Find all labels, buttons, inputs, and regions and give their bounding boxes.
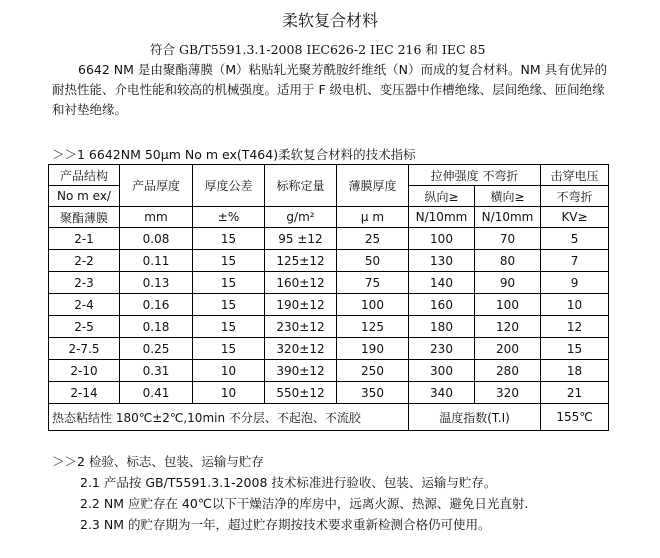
cell-breakdown: 10	[541, 294, 609, 316]
header-weight: 标称定量	[265, 165, 337, 207]
cell-thickness: 0.18	[120, 316, 193, 338]
cell-breakdown: 18	[541, 360, 609, 382]
header-film: 薄膜厚度	[337, 165, 409, 207]
document-title: 柔软复合材料	[281, 11, 378, 30]
cell-thickness: 0.31	[120, 360, 193, 382]
header-tolerance: 厚度公差	[193, 165, 265, 207]
cell-md: 130	[409, 250, 475, 272]
cell-weight: 190±12	[265, 294, 337, 316]
cell-cd: 100	[475, 294, 541, 316]
cell-md: 340	[409, 382, 475, 404]
cell-film: 75	[337, 272, 409, 294]
cell-cd: 90	[475, 272, 541, 294]
unit-md: N/10mm	[409, 207, 475, 228]
cell-thickness: 0.13	[120, 272, 193, 294]
cell-breakdown: 12	[541, 316, 609, 338]
cell-md: 140	[409, 272, 475, 294]
cell-structure: 2-14	[49, 382, 120, 404]
cell-tolerance: 15	[193, 250, 265, 272]
list-item: 2.2 NM 应贮存在 40℃以下干燥洁净的库房中，远离火源、热源、避免日光直射.	[80, 496, 529, 511]
table-row	[49, 316, 609, 338]
table-row	[49, 360, 609, 382]
cell-structure: 2-7.5	[49, 338, 120, 360]
standards-line: 符合 GB/T5591.3.1-2008 IEC626-2 IEC 216 和 IEC 85	[150, 42, 486, 57]
cell-structure: 2-10	[49, 360, 120, 382]
cell-weight: 320±12	[265, 338, 337, 360]
cell-thickness: 0.25	[120, 338, 193, 360]
header-nomex: No m ex/	[49, 186, 120, 207]
cell-cd: 120	[475, 316, 541, 338]
cell-breakdown: 5	[541, 228, 609, 250]
list-item: 2.3 NM 的贮存期为一年，超过贮存期按技术要求重新检测合格仍可使用。	[80, 517, 491, 532]
cell-structure: 2-2	[49, 250, 120, 272]
unit-tolerance: ±%	[193, 207, 265, 228]
table-row	[49, 382, 609, 404]
cell-breakdown: 21	[541, 382, 609, 404]
cell-structure: 2-3	[49, 272, 120, 294]
cell-film: 190	[337, 338, 409, 360]
cell-tolerance: 10	[193, 382, 265, 404]
cell-tolerance: 15	[193, 294, 265, 316]
cell-tolerance: 15	[193, 272, 265, 294]
cell-md: 300	[409, 360, 475, 382]
cell-structure: 2-4	[49, 294, 120, 316]
list-item: 2.1 产品按 GB/T5591.3.1-2008 技术标准进行验收、包装、运输与贮存。	[80, 475, 497, 490]
header-thickness: 产品厚度	[120, 165, 193, 207]
temperature-index-value: 155℃	[541, 404, 609, 431]
cell-cd: 280	[475, 360, 541, 382]
cell-tolerance: 15	[193, 228, 265, 250]
temperature-index-label: 温度指数(T.I)	[409, 404, 541, 431]
cell-thickness: 0.11	[120, 250, 193, 272]
unit-weight: g/m²	[265, 207, 337, 228]
cell-breakdown: 9	[541, 272, 609, 294]
unit-breakdown: KV≥	[541, 207, 609, 228]
hot-bonding-note: 热态粘结性 180℃±2℃,10min 不分层、不起泡、不流胶	[49, 404, 409, 431]
cell-breakdown: 7	[541, 250, 609, 272]
cell-tolerance: 10	[193, 360, 265, 382]
cell-thickness: 0.41	[120, 382, 193, 404]
table-row	[49, 294, 609, 316]
cell-weight: 390±12	[265, 360, 337, 382]
cell-film: 350	[337, 382, 409, 404]
cell-tolerance: 15	[193, 338, 265, 360]
cell-md: 100	[409, 228, 475, 250]
table-header-row	[49, 165, 609, 186]
table-row	[49, 250, 609, 272]
cell-film: 125	[337, 316, 409, 338]
cell-weight: 95 ±12	[265, 228, 337, 250]
section-2-heading: ＞＞2 检验、标志、包装、运输与贮存	[52, 454, 264, 469]
table-row	[49, 272, 609, 294]
cell-film: 25	[337, 228, 409, 250]
unit-thickness: mm	[120, 207, 193, 228]
cell-tolerance: 15	[193, 316, 265, 338]
table-footer-row	[49, 404, 609, 431]
table-units-row	[49, 207, 609, 228]
cell-cd: 320	[475, 382, 541, 404]
cell-film: 100	[337, 294, 409, 316]
cell-weight: 125±12	[265, 250, 337, 272]
cell-md: 160	[409, 294, 475, 316]
cell-md: 230	[409, 338, 475, 360]
cell-weight: 230±12	[265, 316, 337, 338]
cell-weight: 160±12	[265, 272, 337, 294]
cell-film: 250	[337, 360, 409, 382]
header-breakdown: 击穿电压	[541, 165, 609, 186]
cell-thickness: 0.08	[120, 228, 193, 250]
cell-film: 50	[337, 250, 409, 272]
unit-film: μ m	[337, 207, 409, 228]
header-polyester: 聚酯薄膜	[49, 207, 120, 228]
cell-structure: 2-5	[49, 316, 120, 338]
cell-structure: 2-1	[49, 228, 120, 250]
cell-cd: 80	[475, 250, 541, 272]
cell-cd: 200	[475, 338, 541, 360]
unit-cd: N/10mm	[475, 207, 541, 228]
cell-cd: 70	[475, 228, 541, 250]
table-row	[49, 338, 609, 360]
section-1-heading: ＞＞1 6642NM 50μm No m ex(T464)柔软复合材料的技术指标	[52, 147, 416, 162]
cell-thickness: 0.16	[120, 294, 193, 316]
product-description: 6642 NM 是由聚酯薄膜（M）粘贴轧光聚芳酰胺纤维纸（N）而成的复合材料。NM 具有优异的耐热性能、介电性能和较高的机械强度。适用于 F 级电机、变压器中作槽绝缘、层间绝缘、匝间绝缘和衬垫绝缘。	[52, 62, 608, 117]
header-structure: 产品结构	[49, 165, 120, 186]
header-tensile: 拉伸强度 不弯折	[409, 165, 541, 186]
header-nofold: 不弯折	[541, 186, 609, 207]
cell-breakdown: 15	[541, 338, 609, 360]
spec-table	[48, 164, 609, 431]
header-cd: 横向≥	[475, 186, 541, 207]
table-row	[49, 228, 609, 250]
cell-weight: 550±12	[265, 382, 337, 404]
cell-md: 180	[409, 316, 475, 338]
header-md: 纵向≥	[409, 186, 475, 207]
